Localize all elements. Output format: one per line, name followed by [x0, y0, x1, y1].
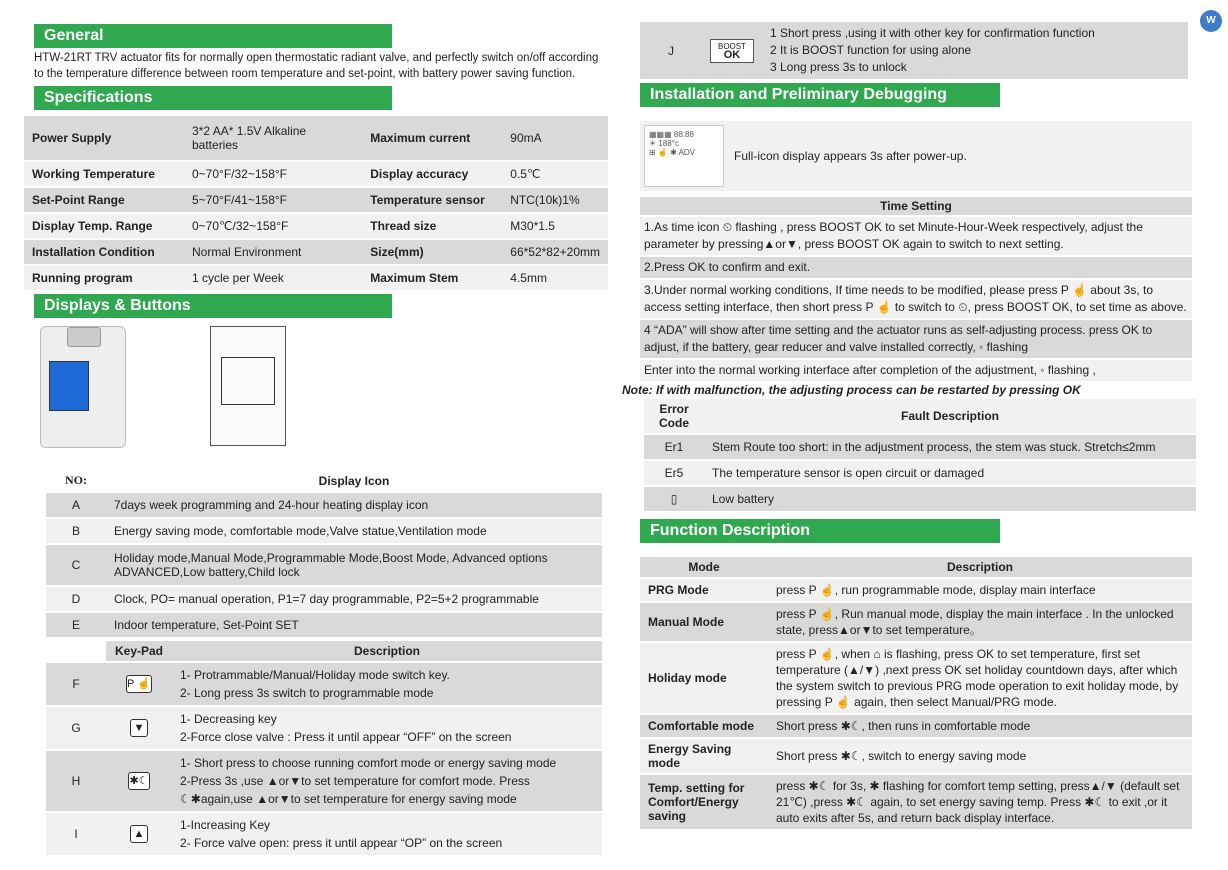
spec-cell: Size(mm): [370, 245, 424, 259]
function-table: [640, 555, 1192, 831]
function-mode: Temp. setting for Comfort/Energy saving: [648, 781, 745, 823]
keypad-desc-line: 2-Force close valve : Press it until appear “OFF” on the screen: [180, 730, 512, 744]
function-row: [640, 643, 1192, 713]
ok-label: OK: [723, 48, 741, 61]
spec-cell: 5~70°F/41~158°F: [192, 193, 287, 207]
malfunction-note: Note: If with malfunction, the adjusting process can be restarted by pressing OK: [622, 383, 1081, 397]
spec-cell: 0~70°F/32~158°F: [192, 167, 287, 181]
spec-cell: Display Temp. Range: [32, 219, 153, 233]
error-desc: The temperature sensor is open circuit or damaged: [712, 466, 985, 480]
display-row: [46, 613, 602, 637]
time-setting-step: 2.Press OK to confirm and exit.: [640, 257, 1192, 278]
display-row-text: Clock, PO= manual operation, P1=7 day programmable, P2=5+2 programmable: [114, 592, 539, 606]
function-desc: press P ☝, Run manual mode, display the main interface . In the unlocked state, press▲or▼to set temperature。: [776, 607, 1174, 637]
key-glyph: ✱☾: [128, 772, 149, 790]
function-desc: press P ☝, run programmable mode, display main interface: [776, 583, 1096, 597]
function-desc: press ✱☾ for 3s, ✱ flashing for comfort temp setting, press▲/▼ (default set 21℃) ,press ✱☾ again, to set energy saving temp. Press ✱☾ to exit ,or it auto exits after 5s, and return back display interface.: [776, 779, 1180, 825]
keypad-desc-line: 1- Protrammable/Manual/Holiday mode switch key.: [180, 668, 450, 682]
spec-cell: Maximum Stem: [370, 271, 459, 285]
spec-row: [24, 188, 608, 212]
spec-row: [24, 266, 608, 290]
display-row: [46, 545, 602, 585]
function-row: [640, 739, 1192, 773]
key-glyph: ▲: [130, 825, 148, 843]
keypad-desc: [172, 707, 602, 749]
display-row-id: C: [71, 558, 81, 572]
function-row: [640, 715, 1192, 737]
keypad-key-icon: [106, 707, 172, 749]
thermostat-photo: [40, 326, 126, 448]
keypad-key-icon: [106, 813, 172, 855]
spec-cell: Maximum current: [370, 131, 471, 145]
keypad-table: [46, 639, 602, 857]
display-row-text: 7days week programming and 24-hour heating display icon: [114, 498, 429, 512]
time-setting-step: 3.Under normal working conditions, If time needs to be modified, please press P ☝ about 3s, to access setting interface, then short press P ☝ to switch to ⏲, press BOOST OK, to set time as above.: [640, 280, 1192, 318]
time-setting-step: 4 “ADA” will show after time setting and the actuator runs as self-adjusting process. press OK to adjust, if the battery, gear reducer and valve installed correctly, ◦ flashing: [640, 320, 1192, 358]
function-desc: press P ☝, when ⌂ is flashing, press OK to set temperature, first set temperature (▲/▼) ,next press OK set holiday countdown days, after which the system switch to previous PRG mode operation to exit holiday mode, by pressing P ☝ again, then select Manual/PRG mode.: [776, 647, 1179, 709]
brand-logo: W: [1200, 10, 1222, 32]
keypad-row-id: G: [71, 721, 81, 735]
function-desc: Short press ✱☾, switch to energy saving mode: [776, 749, 1027, 763]
error-row: [644, 435, 1196, 459]
displays-heading: Displays & Buttons: [34, 294, 392, 318]
display-row: [46, 519, 602, 543]
col-display-icon: Display Icon: [318, 473, 390, 488]
spec-row: [24, 240, 608, 264]
spec-cell: Working Temperature: [32, 167, 155, 181]
keypad-row: [46, 751, 602, 811]
keypad-desc: [172, 751, 602, 811]
keypad-desc: [172, 813, 602, 855]
time-setting-heading: Time Setting: [640, 197, 1192, 215]
col-description: Description: [172, 641, 602, 661]
thermostat-diagram: [210, 326, 286, 446]
spec-cell: 3*2 AA* 1.5V Alkaline batteries: [192, 124, 307, 152]
boost-desc-line: 3 Long press 3s to unlock: [770, 60, 907, 74]
left-column: [24, 0, 608, 857]
key-glyph: P ☝: [126, 675, 152, 693]
keypad-desc-line: 1- Short press to choose running comfort mode or energy saving mode: [180, 756, 557, 770]
display-row-id: A: [71, 498, 80, 512]
col-error-code: Error Code: [644, 399, 704, 433]
display-row-id: B: [71, 524, 80, 538]
spec-cell: 66*52*82+20mm: [510, 245, 600, 259]
keypad-row-id: I: [74, 827, 78, 841]
display-icon-table: [46, 468, 602, 639]
general-heading: General: [34, 24, 392, 48]
specs-heading: Specifications: [34, 86, 392, 110]
full-icon-text: Full-icon display appears 3s after power-up.: [734, 149, 967, 163]
function-desc: Short press ✱☾, then runs in comfortable mode: [776, 719, 1031, 733]
keypad-desc-line: 2- Long press 3s switch to programmable mode: [180, 686, 434, 700]
lcd-full-icon: ▦▦▦ 88:88 ☀ 188°c ⊞ ☝ ✱ ADV: [644, 125, 724, 187]
key-glyph: ▼: [130, 719, 148, 737]
keypad-row: [46, 663, 602, 705]
col-mode: Mode: [688, 560, 720, 574]
spec-cell: Power Supply: [32, 131, 112, 145]
error-row: [644, 461, 1196, 485]
keypad-desc-line: 2-Press 3s ,use ▲or▼to set temperature for comfort mode. Press ☾✱again,use ▲or▼to set temperature for energy saving mode: [180, 774, 530, 806]
spec-cell: 90mA: [510, 131, 542, 145]
display-row-text: Energy saving mode, comfortable mode,Valve statue,Ventilation mode: [114, 524, 487, 538]
display-row-text: Holiday mode,Manual Mode,Programmable Mode,Boost Mode, Advanced options ADVANCED,Low battery,Child lock: [114, 551, 548, 579]
specs-table: [24, 114, 608, 292]
function-mode: Comfortable mode: [648, 719, 755, 733]
boost-ok-icon: [702, 22, 762, 79]
error-row: [644, 487, 1196, 511]
time-setting-step: 1.As time icon ⏲ flashing , press BOOST OK to set Minute-Hour-Week respectively, adjust the parameter by pressing▲or▼, press BOOST OK again to switch to next setting.: [640, 217, 1192, 255]
spec-cell: Temperature sensor: [370, 193, 485, 207]
col-fn-desc: Description: [946, 560, 1013, 574]
display-row: [46, 493, 602, 517]
error-code-table: [644, 397, 1196, 513]
function-heading: Function Description: [640, 519, 1000, 543]
keypad-row: [46, 813, 602, 855]
install-heading: Installation and Preliminary Debugging: [640, 83, 1000, 107]
function-row: [640, 579, 1192, 601]
error-code: Er5: [664, 466, 684, 480]
keypad-row: [46, 707, 602, 749]
spec-row: [24, 162, 608, 186]
display-row: [46, 587, 602, 611]
keypad-row-id: H: [71, 774, 81, 788]
general-text: HTW-21RT TRV actuator fits for normally open thermostatic radiant valve, and perfectly switch on/off according to the temperature difference between room temperature and set-point, with battery power saving function.: [34, 52, 599, 80]
right-column: [622, 0, 1192, 831]
col-no: NO:: [65, 473, 87, 487]
boost-label: BOOST: [717, 41, 746, 51]
function-row: [640, 603, 1192, 641]
col-fault-desc: Fault Description: [704, 399, 1196, 433]
function-mode: Holiday mode: [648, 671, 727, 685]
keypad-desc-line: 1-Increasing Key: [180, 818, 271, 832]
display-row-id: D: [71, 592, 81, 606]
keypad-desc-line: 2- Force valve open: press it until appear “OP” on the screen: [180, 836, 503, 850]
display-row-id: E: [71, 618, 80, 632]
spec-cell: M30*1.5: [510, 219, 555, 233]
keypad-desc-line: 1- Decreasing key: [180, 712, 277, 726]
keypad-key-icon: [106, 751, 172, 811]
spec-cell: Running program: [32, 271, 133, 285]
boost-desc-line: 1 Short press ,using it with other key for confirmation function: [770, 26, 1095, 40]
key-id-j: J: [668, 43, 674, 58]
function-mode: Manual Mode: [648, 615, 725, 629]
error-desc: Stem Route too short: in the adjustment process, the stem was stuck. Stretch≤2mm: [712, 440, 1156, 454]
function-mode: PRG Mode: [648, 583, 709, 597]
spec-cell: 4.5mm: [510, 271, 547, 285]
spec-cell: Display accuracy: [370, 167, 469, 181]
spec-cell: 0.5℃: [510, 167, 541, 181]
spec-cell: Installation Condition: [32, 245, 155, 259]
keypad-key-icon: [106, 663, 172, 705]
boost-desc-line: 2 It is BOOST function for using alone: [770, 43, 972, 57]
spec-row: [24, 116, 608, 160]
time-setting-step: Enter into the normal working interface after completion of the adjustment, ◦ flashing ,: [640, 360, 1192, 381]
function-row: [640, 775, 1192, 829]
spec-cell: Set-Point Range: [32, 193, 125, 207]
keypad-row-id: F: [72, 677, 80, 691]
spec-row: [24, 214, 608, 238]
spec-cell: NTC(10k)1%: [510, 193, 580, 207]
error-code: Er1: [664, 440, 684, 454]
keypad-desc: [172, 663, 602, 705]
device-illustrations: [24, 318, 608, 468]
error-desc: Low battery: [712, 492, 775, 506]
spec-cell: 0~70℃/32~158°F: [192, 219, 289, 233]
display-row-text: Indoor temperature, Set-Point SET: [114, 618, 299, 632]
spec-cell: 1 cycle per Week: [192, 271, 284, 285]
error-code: ▯: [670, 492, 678, 506]
boost-key-table: [640, 20, 1188, 81]
col-keypad: Key-Pad: [106, 641, 172, 661]
spec-cell: Thread size: [370, 219, 437, 233]
spec-cell: Normal Environment: [192, 245, 302, 259]
function-mode: Energy Saving mode: [648, 742, 732, 770]
full-icon-row: [640, 121, 1192, 191]
